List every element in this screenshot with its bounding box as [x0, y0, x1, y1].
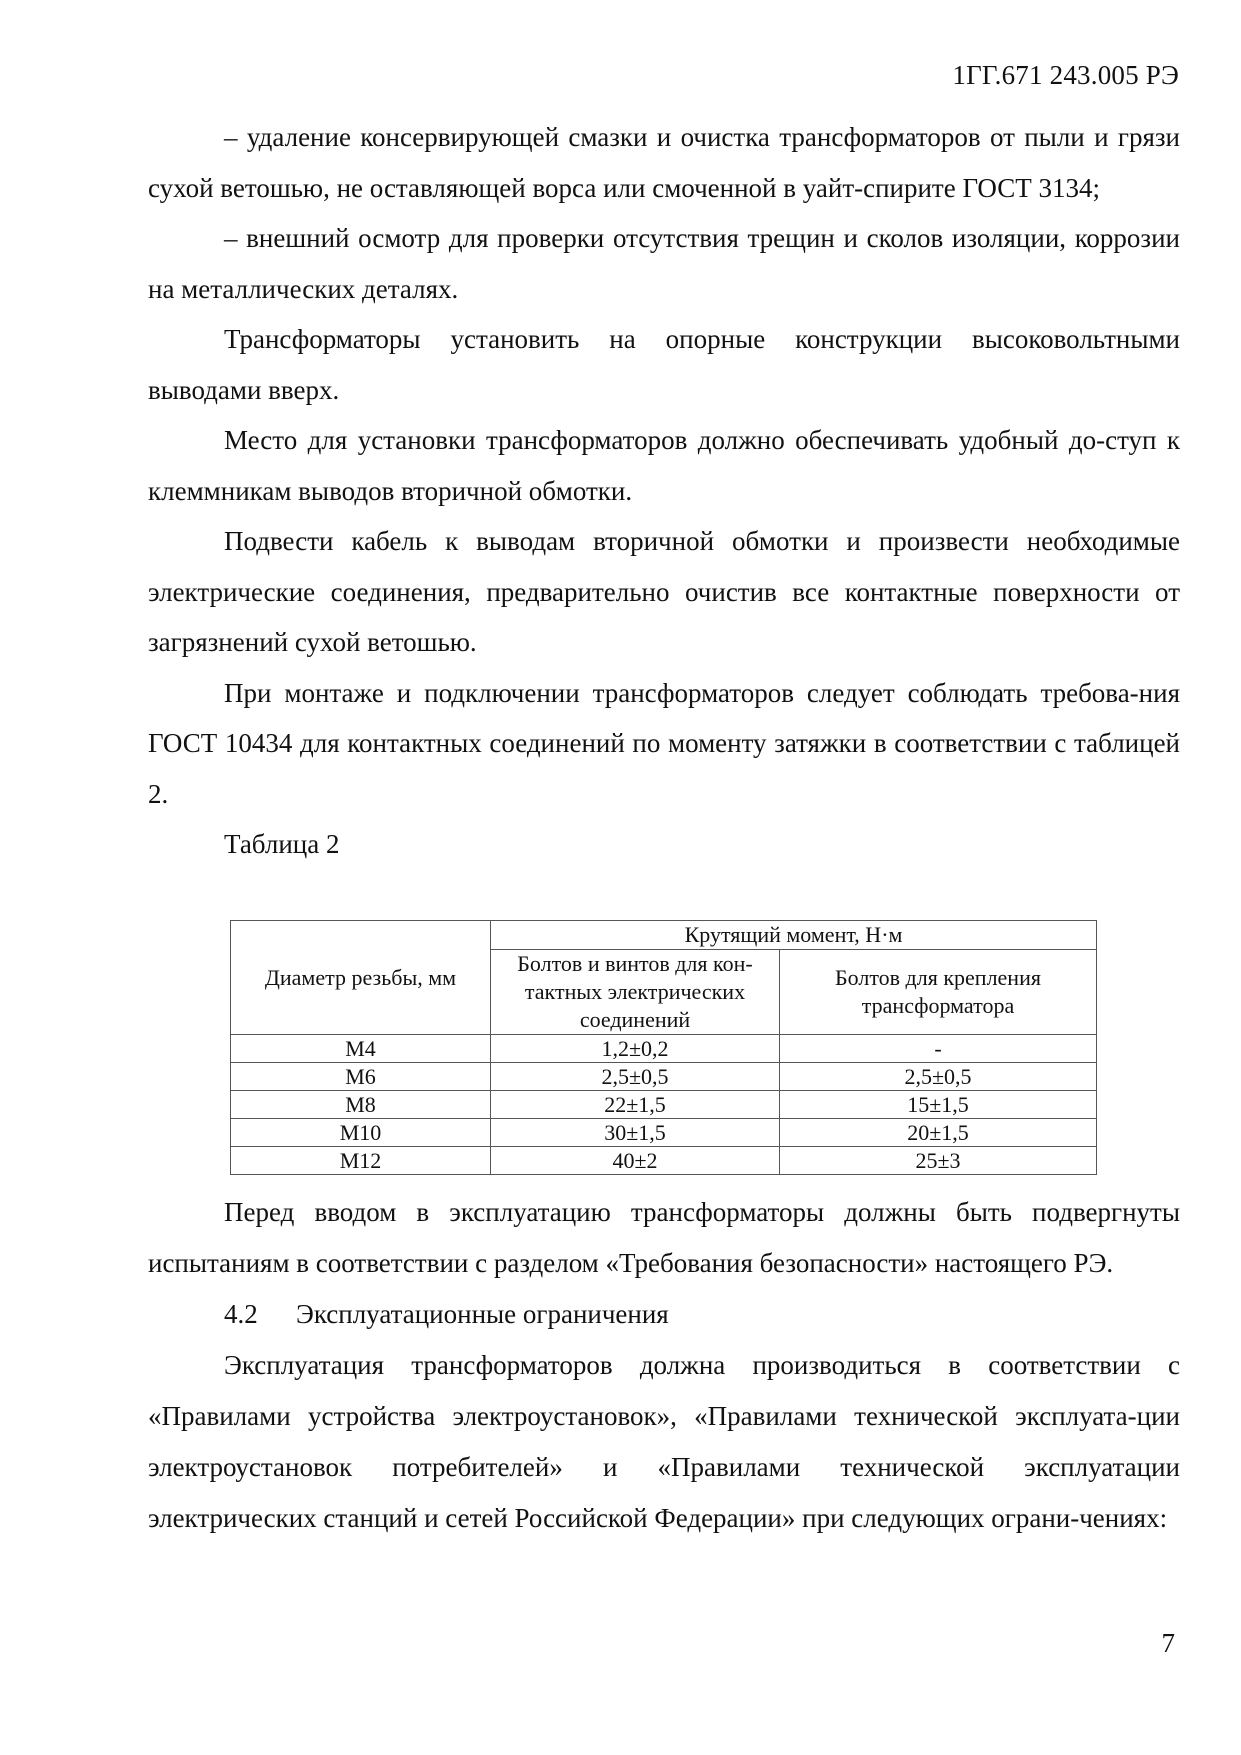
cell-mounting-torque: -	[780, 1035, 1097, 1063]
paragraph-cable-connection: Подвести кабель к выводам вторичной обмотки и произвести необходимые электрические соединения, предварительно очистив все контактные поверхности от загрязнений сухой ветошью.	[148, 526, 1180, 657]
table-row	[231, 1091, 1097, 1119]
paragraph-mounting-requirements: При монтаже и подключении трансформаторов следует соблюдать требова-ния ГОСТ 10434 для контактных соединений по моменту затяжки в соответствии с таблицей 2.	[148, 677, 1180, 809]
header-torque-group: Крутящий момент, Н·м	[491, 921, 1097, 950]
section-title: Эксплуатационные ограничения	[296, 1299, 669, 1329]
cell-contact-torque: 40±2	[491, 1147, 780, 1175]
document-code: 1ГГ.671 243.005 РЭ	[952, 60, 1179, 90]
paragraph-location: Место для установки трансформаторов должно обеспечивать удобный до-ступ к клеммникам выводов вторичной обмотки.	[148, 425, 1180, 506]
table-caption: Таблица 2	[224, 829, 340, 859]
header-contact-bolts: Болтов и винтов для кон-тактных электрических соединений	[491, 950, 780, 1035]
paragraph-installation: Трансформаторы установить на опорные конструкции высоковольтными выводами вверх.	[148, 324, 1180, 405]
header-mounting-bolts: Болтов для крепления трансформатора	[780, 950, 1097, 1035]
cell-contact-torque: 30±1,5	[491, 1119, 780, 1147]
table-header-row	[231, 921, 1097, 950]
cell-mounting-torque: 20±1,5	[780, 1119, 1097, 1147]
table-row	[231, 1035, 1097, 1063]
section-heading	[148, 1289, 1180, 1340]
cell-mounting-torque: 2,5±0,5	[780, 1063, 1097, 1091]
paragraph-list-item-cleaning: – удаление консервирующей смазки и очистка трансформаторов от пыли и грязи сухой ветошью, не оставляющей ворса или смоченной в уайт-спирите ГОСТ 3134;	[148, 122, 1180, 203]
body-text-top	[148, 112, 1180, 869]
section-number: 4.2	[224, 1299, 258, 1329]
paragraph-operating-rules: Эксплуатация трансформаторов должна производиться в соответствии с «Правилами устройства электроустановок», «Правилами технической эксплуата-ции электроустановок потребителей» и «Правилами технической эксплуатации электрических станций и сетей Российской Федерации» при следующих ограни-чениях:	[148, 1350, 1180, 1533]
table-row	[231, 1063, 1097, 1091]
table-row	[231, 1147, 1097, 1175]
cell-contact-torque: 2,5±0,5	[491, 1063, 780, 1091]
paragraph-list-item-inspection: – внешний осмотр для проверки отсутствия трещин и сколов изоляции, коррозии на металлических деталях.	[148, 223, 1180, 304]
paragraph-commissioning-tests: Перед вводом в эксплуатацию трансформаторы должны быть подвергнуты испытаниям в соответствии с разделом «Требования безопасности» настоящего РЭ.	[148, 1197, 1180, 1278]
torque-table	[230, 920, 1097, 1175]
cell-diameter: М10	[231, 1119, 491, 1147]
page-number: 7	[1161, 1628, 1175, 1658]
cell-diameter: М6	[231, 1063, 491, 1091]
cell-mounting-torque: 25±3	[780, 1147, 1097, 1175]
cell-mounting-torque: 15±1,5	[780, 1091, 1097, 1119]
cell-contact-torque: 1,2±0,2	[491, 1035, 780, 1063]
header-thread-diameter: Диаметр резьбы, мм	[231, 921, 491, 1035]
table-row	[231, 1119, 1097, 1147]
body-text-bottom	[148, 1187, 1180, 1544]
cell-diameter: М12	[231, 1147, 491, 1175]
cell-diameter: М4	[231, 1035, 491, 1063]
cell-diameter: М8	[231, 1091, 491, 1119]
cell-contact-torque: 22±1,5	[491, 1091, 780, 1119]
